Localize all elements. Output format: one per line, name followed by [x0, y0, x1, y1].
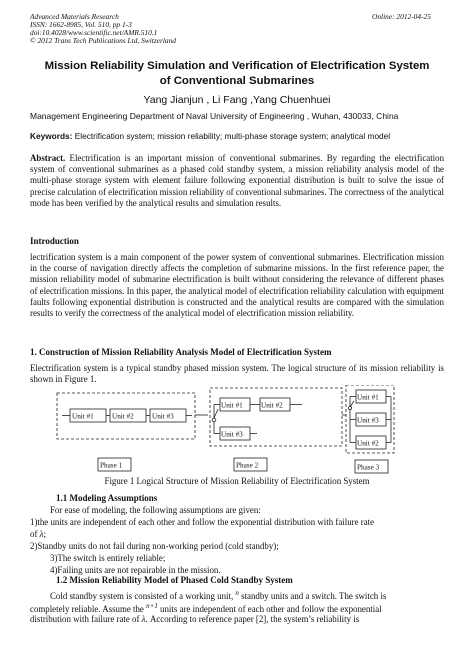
s12-l1b: standby units and a switch. The switch is [241, 590, 387, 601]
section1-text: Electrification system is a typical standby phased mission system. The logical structure of its mission reliability is shown in Figure 1. [30, 363, 444, 385]
phase3-unit1: Unit #1 [357, 393, 379, 402]
s12-l3b: . According to reference paper [2], the system’s reliability is [145, 614, 360, 624]
phase1-unit3: Unit #3 [152, 412, 174, 421]
phase3-unit3: Unit #3 [357, 416, 379, 425]
authors: Yang Jianjun , Li Fang ,Yang Chuenhuei [143, 94, 331, 106]
assumption-1-of: of [30, 529, 38, 539]
introduction-text: lectrification system is a main component of the power system of conventional submarines. Electrification mission in the course of navigation directly affects the completion of submarine missions. In the first reference paper, the mission reliability model of submarine electrification is built without considering the relevance of different phases of electrification missions. In this paper, the analytical model of electrification reliability calculation with equipment faults following exponential distribution is constructed and the analytical results are compared with the simulation results to verify the correctness of the analytical model of electrification mission reliability. [30, 252, 444, 319]
figure-1-diagram [52, 385, 398, 475]
assumptions-intro: For ease of modeling, the following assumptions are given: [50, 505, 261, 515]
s12-l2a: completely reliable. Assume the [30, 603, 144, 614]
abstract-label: Abstract. [30, 153, 66, 163]
doi-line: doi:10.4028/www.scientific.net/AMR.510.1 [30, 28, 158, 37]
abstract [30, 153, 444, 209]
online-date: Online: 2012-04-25 [372, 12, 431, 21]
keywords-label: Keywords: [30, 131, 73, 141]
n-symbol: n [235, 589, 239, 597]
lambda-symbol-2: λ [141, 614, 146, 624]
s12-l1a: Cold standby system is consisted of a working unit, [50, 590, 234, 601]
introduction-heading: Introduction [30, 236, 79, 246]
s12-l3a: distribution with failure rate of [30, 614, 140, 624]
phase2-unit1: Unit #1 [221, 401, 243, 410]
phase2-unit3: Unit #3 [221, 430, 243, 439]
section11-heading: 1.1 Modeling Assumptions [56, 493, 158, 503]
assumption-4: 4)Failing units are not repairable in the mission. [50, 565, 221, 575]
s12-l2b: units are independent of each other and follow the exponential [160, 603, 382, 614]
affiliation: Management Engineering Department of Naval University of Engineering , Wuhan, 430033, China [30, 111, 399, 121]
section12-heading: 1.2 Mission Reliability Model of Phased Cold Standby System [56, 575, 293, 585]
journal-name: Advanced Materials Research [30, 12, 119, 21]
title-line-1: Mission Reliability Simulation and Verification of Electrification System [44, 60, 430, 72]
assumption-1-cont [30, 529, 46, 540]
section1-heading: 1. Construction of Mission Reliability Analysis Model of Electrification System [30, 347, 332, 357]
title-line-2: of Conventional Submarines [159, 74, 315, 87]
phase2-label: Phase 2 [236, 461, 259, 470]
phase1-unit1: Unit #1 [72, 412, 94, 421]
assumption-3: 3)The switch is entirely reliable; [50, 553, 166, 563]
n-plus-1-symbol: n+1 [146, 602, 158, 610]
phase1-label: Phase 1 [100, 461, 123, 470]
assumption-2: 2)Standby units do not fail during non-working period (cold standby); [30, 541, 279, 551]
lambda-symbol: λ [39, 529, 44, 539]
copyright-line: © 2012 Trans Tech Publications Ltd, Switzerland [30, 36, 176, 45]
abstract-text: Electrification is an important mission of conventional submarines. By regarding the electrification system of conventional submarines as a phased cold standby system, a mission reliability analysis model of the multi-phase storage system with element failure following exponential distribution is built to solve the issue of precise calculation of electrification mission reliability of conventional submarines. The correctness of the analytical mode has been verified by the analytical results and simulation results. [30, 153, 445, 208]
assumption-1 [30, 517, 444, 528]
paper-title [20, 59, 454, 88]
section12-line3 [30, 614, 359, 625]
keywords-text: Electrification system; mission reliability; multi-phase storage system; analytical model [74, 131, 391, 141]
issn-line: ISSN: 1662-8985, Vol. 510, pp 1-3 [30, 20, 132, 29]
assumption-1-text: 1)the units are independent of each other and follow the exponential distribution with failure rate [30, 517, 375, 527]
phase1-unit2: Unit #2 [112, 412, 134, 421]
phase2-unit2: Unit #2 [261, 401, 283, 410]
phase3-label: Phase 3 [357, 463, 380, 472]
phase3-unit2: Unit #2 [357, 439, 379, 448]
assumption-1-end: ; [43, 529, 46, 539]
keywords [30, 131, 390, 141]
figure-caption: Figure 1 Logical Structure of Mission Reliability of Electrification System [104, 476, 370, 486]
